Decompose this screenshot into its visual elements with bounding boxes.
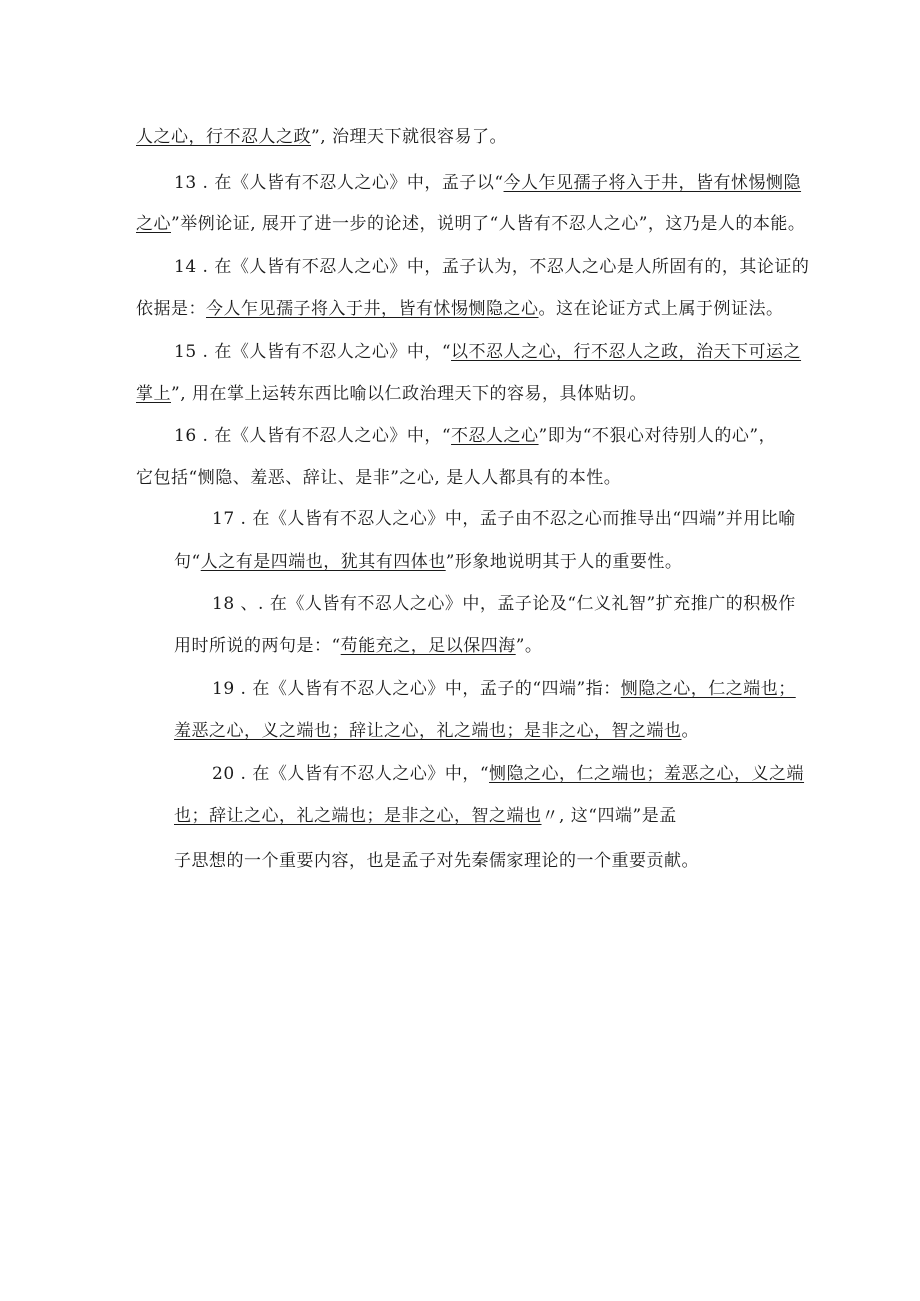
underlined-answer-text: 不忍人之心 xyxy=(451,426,539,446)
text-line xyxy=(212,678,796,700)
text-run: 用时所说的两句是：“ xyxy=(174,636,341,656)
text-line xyxy=(174,256,809,278)
text-run: 依据是： xyxy=(136,299,206,319)
text-line xyxy=(136,298,784,320)
text-run: 。 xyxy=(681,721,699,741)
text-run: 14 . 在《人皆有不忍人之心》中，孟子认为，不忍人之心是人所固有的，其论证的 xyxy=(174,257,810,277)
text-run: ”形象地说明其于人的重要性。 xyxy=(445,552,683,572)
underlined-answer-text: 恻隐之心，仁之端也；羞恶之心，义之端 xyxy=(489,764,805,784)
underlined-answer-text: 之心 xyxy=(136,214,171,234)
text-run: 。这在论证方式上属于例证法。 xyxy=(538,299,784,319)
text-run: ”, 用在掌上运转东西比喻以仁政治理天下的容易，具体贴切。 xyxy=(171,384,647,404)
text-run: 〃, 这“四端”是孟 xyxy=(541,806,677,826)
underlined-answer-text: 人之心，行不忍人之政 xyxy=(136,127,311,147)
text-line xyxy=(174,850,699,872)
text-run: ”举例论证, 展开了进一步的论述，说明了“人皆有不忍人之心”，这乃是人的本能。 xyxy=(171,214,806,234)
underlined-answer-text: 也；辞让之心，礼之端也；是非之心，智之端也 xyxy=(174,806,542,826)
underlined-answer-text: 恻隐之心，仁之端也； xyxy=(620,679,796,699)
text-line xyxy=(174,635,542,657)
text-run: 19 . 在《人皆有不忍人之心》中，孟子的“四端”指： xyxy=(212,679,621,699)
underlined-answer-text: 今人乍见孺子将入于井，皆有怵惕恻隐之心 xyxy=(206,299,539,319)
text-line xyxy=(212,763,804,785)
text-line xyxy=(174,425,776,447)
underlined-answer-text: 羞恶之心，义之端也；辞让之心，礼之端也；是非之心，智之端也 xyxy=(174,721,682,741)
text-line xyxy=(174,805,677,827)
underlined-answer-text: 苟能充之，足以保四海 xyxy=(340,636,516,656)
text-run: 句“ xyxy=(174,552,201,572)
text-line xyxy=(136,467,621,489)
text-line xyxy=(212,508,796,530)
text-run: ”。 xyxy=(515,636,543,656)
text-run: ”, 治理天下就很容易了。 xyxy=(311,127,507,147)
underlined-answer-text: 人之有是四端也，犹其有四体也 xyxy=(200,552,446,572)
text-run: 15 . 在《人皆有不忍人之心》中，“ xyxy=(174,342,452,362)
text-line xyxy=(174,551,682,573)
underlined-answer-text: 掌上 xyxy=(136,384,171,404)
text-line xyxy=(174,172,801,194)
text-line xyxy=(174,341,801,363)
text-run: 它包括“恻隐、羞恶、辞让、是非”之心, 是人人都具有的本性。 xyxy=(136,468,622,488)
text-line xyxy=(136,213,805,235)
text-line xyxy=(136,383,647,405)
text-line xyxy=(136,126,507,148)
text-run: 20 . 在《人皆有不忍人之心》中，“ xyxy=(212,764,490,784)
text-run: 子思想的一个重要内容，也是孟子对先秦儒家理论的一个重要贡献。 xyxy=(174,851,699,871)
text-run: 13 . 在《人皆有不忍人之心》中，孟子以“ xyxy=(174,173,504,193)
text-run: 16 . 在《人皆有不忍人之心》中，“ xyxy=(174,426,452,446)
text-line xyxy=(212,593,796,615)
underlined-answer-text: 以不忍人之心，行不忍人之政，治天下可运之 xyxy=(451,342,802,362)
text-run: 18 、. 在《人皆有不忍人之心》中，孟子论及“仁义礼智”扩充推广的积极作 xyxy=(212,594,796,614)
text-run: ”即为“不狠心对待别人的心”， xyxy=(538,426,777,446)
text-line xyxy=(174,720,699,742)
text-run: 17 . 在《人皆有不忍人之心》中，孟子由不忍之心而推导出“四端”并用比喻 xyxy=(212,509,796,529)
underlined-answer-text: 今人乍见孺子将入于井，皆有怵惕恻隐 xyxy=(503,173,802,193)
